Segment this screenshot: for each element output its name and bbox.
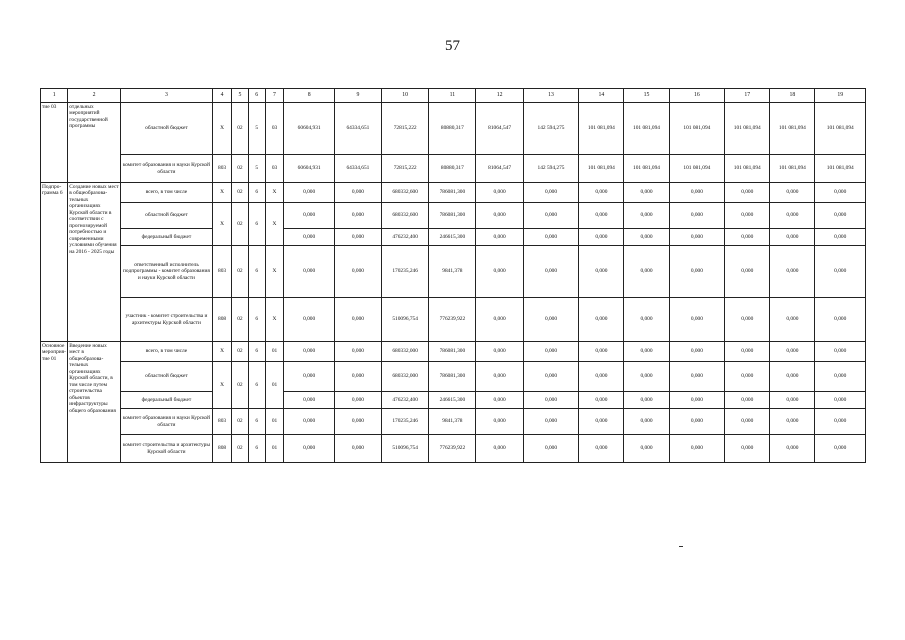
funding-source-cell: всего, в том числе [120, 342, 212, 362]
table-row [41, 435, 866, 463]
column-header: 9 [334, 89, 381, 103]
funding-source-cell: федеральный бюджет [120, 392, 212, 409]
amount-cell: 60604,931 [284, 103, 334, 155]
column-header: 8 [284, 89, 334, 103]
amount-cell: 0,000 [284, 183, 334, 203]
amount-cell: 0,000 [476, 409, 523, 435]
code-cell: 6 [248, 298, 265, 342]
code-cell: 03 [265, 155, 284, 183]
code-cell: 5 [248, 103, 265, 155]
code-cell: 01 [265, 435, 284, 463]
amount-cell: 72815,222 [382, 155, 429, 183]
amount-cell: 776239,922 [429, 298, 476, 342]
amount-cell: 0,000 [523, 298, 579, 342]
amount-cell: 0,000 [815, 409, 866, 435]
amount-cell: 0,000 [476, 229, 523, 246]
amount-cell: 101 081,094 [624, 103, 669, 155]
amount-cell: 0,000 [523, 229, 579, 246]
code-cell: 02 [232, 435, 249, 463]
table-row [41, 362, 866, 392]
amount-cell: 0,000 [770, 362, 815, 392]
code-cell: 803 [213, 246, 232, 298]
code-cell: 803 [213, 155, 232, 183]
funding-source-cell: комитет образования и науки Курской области [120, 409, 212, 435]
amount-cell: 0,000 [669, 246, 725, 298]
code-cell: X [265, 246, 284, 298]
amount-cell: 680332,000 [382, 342, 429, 362]
code-cell: 02 [232, 183, 249, 203]
amount-cell: 0,000 [725, 409, 770, 435]
item-name-cell: Создание новых мест в общеобразова-тельных организациях Курской области в соответствии с прогнозируемой потребностью и современными условиями обучения на 2016 - 2025 годы [68, 183, 120, 342]
funding-source-cell: комитет строительства и архитектуры Курской области [120, 435, 212, 463]
amount-cell: 510096,754 [382, 298, 429, 342]
amount-cell: 0,000 [770, 435, 815, 463]
item-name-cell: отдельных мероприятий государственной программы [68, 103, 120, 183]
funding-source-cell: участник - комитет строительства и архитектуры Курской области [120, 298, 212, 342]
amount-cell: 81064,547 [476, 103, 523, 155]
code-cell: 6 [248, 435, 265, 463]
amount-cell: 0,000 [770, 203, 815, 229]
amount-cell: 246615,300 [429, 229, 476, 246]
code-cell: X [213, 103, 232, 155]
amount-cell: 510096,754 [382, 435, 429, 463]
column-header: 1 [41, 89, 68, 103]
amount-cell: 0,000 [523, 392, 579, 409]
table-row [41, 203, 866, 229]
code-cell: 03 [265, 103, 284, 155]
amount-cell: 0,000 [725, 203, 770, 229]
amount-cell: 101 081,094 [579, 155, 624, 183]
amount-cell: 0,000 [476, 435, 523, 463]
code-cell: 6 [248, 342, 265, 362]
amount-cell: 0,000 [624, 229, 669, 246]
amount-cell: 0,000 [815, 229, 866, 246]
funding-source-cell: всего, в том числе [120, 183, 212, 203]
amount-cell: 786081,300 [429, 183, 476, 203]
code-cell: 6 [248, 246, 265, 298]
code-cell: X [213, 183, 232, 203]
item-code-cell: Основное мероприя-тие 01 [41, 342, 68, 463]
amount-cell: 101 081,094 [579, 103, 624, 155]
amount-cell: 0,000 [669, 362, 725, 392]
amount-cell: 0,000 [476, 392, 523, 409]
amount-cell: 0,000 [523, 246, 579, 298]
amount-cell: 0,000 [579, 298, 624, 342]
funding-source-cell: областной бюджет [120, 103, 212, 155]
funding-source-cell: комитет образования и науки Курской области [120, 155, 212, 183]
table-row [41, 392, 866, 409]
code-cell: 01 [265, 362, 284, 409]
amount-cell: 170235,246 [382, 409, 429, 435]
amount-cell: 0,000 [669, 435, 725, 463]
code-cell: 02 [232, 155, 249, 183]
amount-cell: 0,000 [815, 203, 866, 229]
amount-cell: 0,000 [669, 229, 725, 246]
amount-cell: 101 081,094 [725, 103, 770, 155]
amount-cell: 0,000 [284, 342, 334, 362]
amount-cell: 142 594,275 [523, 155, 579, 183]
amount-cell: 9841,378 [429, 409, 476, 435]
amount-cell: 101 081,094 [624, 155, 669, 183]
amount-cell: 0,000 [815, 298, 866, 342]
column-header: 13 [523, 89, 579, 103]
amount-cell: 0,000 [624, 183, 669, 203]
code-cell: 6 [248, 409, 265, 435]
amount-cell: 680332,600 [382, 203, 429, 229]
table-row [41, 155, 866, 183]
amount-cell: 0,000 [624, 246, 669, 298]
amount-cell: 0,000 [579, 362, 624, 392]
funding-source-cell: федеральный бюджет [120, 229, 212, 246]
code-cell: 02 [232, 342, 249, 362]
amount-cell: 0,000 [579, 392, 624, 409]
column-header: 4 [213, 89, 232, 103]
amount-cell: 101 081,094 [725, 155, 770, 183]
amount-cell: 680332,600 [382, 183, 429, 203]
amount-cell: 0,000 [579, 435, 624, 463]
amount-cell: 0,000 [725, 392, 770, 409]
amount-cell: 0,000 [725, 229, 770, 246]
amount-cell: 0,000 [770, 229, 815, 246]
amount-cell: 80880,317 [429, 155, 476, 183]
code-cell: 02 [232, 409, 249, 435]
amount-cell: 0,000 [579, 229, 624, 246]
amount-cell: 0,000 [334, 183, 381, 203]
code-cell: 01 [265, 409, 284, 435]
amount-cell: 776239,922 [429, 435, 476, 463]
amount-cell: 0,000 [725, 342, 770, 362]
amount-cell: 9841,378 [429, 246, 476, 298]
column-header: 12 [476, 89, 523, 103]
amount-cell: 0,000 [284, 392, 334, 409]
amount-cell: 0,000 [669, 298, 725, 342]
amount-cell: 0,000 [770, 392, 815, 409]
amount-cell: 0,000 [284, 298, 334, 342]
amount-cell: 0,000 [669, 183, 725, 203]
amount-cell: 0,000 [523, 362, 579, 392]
amount-cell: 0,000 [284, 409, 334, 435]
column-header: 11 [429, 89, 476, 103]
amount-cell: 476232,400 [382, 392, 429, 409]
item-code-cell: тие 03 [41, 103, 68, 183]
amount-cell: 0,000 [770, 298, 815, 342]
amount-cell: 64334,651 [334, 155, 381, 183]
header-row [41, 89, 866, 103]
amount-cell: 0,000 [334, 435, 381, 463]
table-row [41, 246, 866, 298]
code-cell: 01 [265, 342, 284, 362]
amount-cell: 0,000 [334, 409, 381, 435]
amount-cell: 0,000 [669, 203, 725, 229]
amount-cell: 0,000 [523, 409, 579, 435]
amount-cell: 0,000 [624, 342, 669, 362]
code-cell: 02 [232, 246, 249, 298]
amount-cell: 0,000 [725, 362, 770, 392]
page-number: 57 [445, 38, 460, 54]
item-code-cell: Подпро-грамма 6 [41, 183, 68, 342]
amount-cell: 0,000 [579, 183, 624, 203]
code-cell: 803 [213, 409, 232, 435]
amount-cell: 0,000 [476, 203, 523, 229]
amount-cell: 0,000 [334, 229, 381, 246]
budget-table [40, 88, 866, 463]
amount-cell: 0,000 [284, 246, 334, 298]
column-header: 3 [120, 89, 212, 103]
amount-cell: 0,000 [334, 246, 381, 298]
amount-cell: 80880,317 [429, 103, 476, 155]
amount-cell: 0,000 [334, 203, 381, 229]
column-header: 15 [624, 89, 669, 103]
amount-cell: 0,000 [476, 246, 523, 298]
code-cell: X [265, 203, 284, 246]
amount-cell: 0,000 [579, 203, 624, 229]
column-header: 2 [68, 89, 120, 103]
column-header: 6 [248, 89, 265, 103]
amount-cell: 0,000 [770, 183, 815, 203]
code-cell: 6 [248, 362, 265, 409]
amount-cell: 72815,222 [382, 103, 429, 155]
amount-cell: 786081,300 [429, 362, 476, 392]
amount-cell: 0,000 [334, 342, 381, 362]
amount-cell: 101 081,094 [669, 155, 725, 183]
amount-cell: 0,000 [476, 342, 523, 362]
amount-cell: 0,000 [284, 362, 334, 392]
amount-cell: 0,000 [523, 183, 579, 203]
code-cell: X [213, 203, 232, 246]
code-cell: X [265, 298, 284, 342]
amount-cell: 0,000 [815, 246, 866, 298]
column-header: 14 [579, 89, 624, 103]
code-cell: 02 [232, 203, 249, 246]
code-cell: X [213, 362, 232, 409]
table-row [41, 342, 866, 362]
amount-cell: 0,000 [624, 392, 669, 409]
amount-cell: 60604,931 [284, 155, 334, 183]
amount-cell: 170235,246 [382, 246, 429, 298]
amount-cell: 101 081,094 [815, 155, 866, 183]
table-row [41, 409, 866, 435]
code-cell: 5 [248, 155, 265, 183]
amount-cell: 0,000 [334, 392, 381, 409]
amount-cell: 0,000 [284, 203, 334, 229]
amount-cell: 0,000 [770, 342, 815, 362]
amount-cell: 0,000 [284, 435, 334, 463]
table-row [41, 298, 866, 342]
amount-cell: 0,000 [669, 342, 725, 362]
amount-cell: 0,000 [523, 435, 579, 463]
amount-cell: 0,000 [770, 246, 815, 298]
amount-cell: 0,000 [476, 362, 523, 392]
code-cell: X [213, 342, 232, 362]
amount-cell: 246615,300 [429, 392, 476, 409]
table-row [41, 103, 866, 155]
amount-cell: 0,000 [579, 342, 624, 362]
column-header: 5 [232, 89, 249, 103]
column-header: 7 [265, 89, 284, 103]
amount-cell: 0,000 [334, 298, 381, 342]
amount-cell: 0,000 [579, 409, 624, 435]
amount-cell: 786081,300 [429, 203, 476, 229]
amount-cell: 0,000 [624, 298, 669, 342]
amount-cell: 0,000 [815, 392, 866, 409]
column-header: 18 [770, 89, 815, 103]
amount-cell: 101 081,094 [669, 103, 725, 155]
amount-cell: 101 081,094 [770, 155, 815, 183]
amount-cell: 101 081,094 [770, 103, 815, 155]
code-cell: X [265, 183, 284, 203]
amount-cell: 81064,547 [476, 155, 523, 183]
table-row [41, 183, 866, 203]
amount-cell: 0,000 [669, 392, 725, 409]
code-cell: 02 [232, 362, 249, 409]
column-header: 19 [815, 89, 866, 103]
amount-cell: 0,000 [523, 203, 579, 229]
funding-source-cell: областной бюджет [120, 203, 212, 229]
amount-cell: 0,000 [815, 183, 866, 203]
amount-cell: 786081,300 [429, 342, 476, 362]
amount-cell: 0,000 [334, 362, 381, 392]
item-name-cell: Введение новых мест в общеобразова-тельных организациях Курской области, в том числе путем строительства объектов инфраструктуры общего образования [68, 342, 120, 463]
amount-cell: 142 594,275 [523, 103, 579, 155]
amount-cell: 0,000 [624, 203, 669, 229]
amount-cell: 0,000 [624, 409, 669, 435]
code-cell: 808 [213, 435, 232, 463]
amount-cell: 680332,000 [382, 362, 429, 392]
amount-cell: 0,000 [476, 183, 523, 203]
funding-source-cell: ответственный исполнитель подпрограммы - комитет образования и науки Курской области [120, 246, 212, 298]
amount-cell: 0,000 [725, 298, 770, 342]
amount-cell: 0,000 [624, 362, 669, 392]
table-row [41, 229, 866, 246]
amount-cell: 0,000 [523, 342, 579, 362]
column-header: 10 [382, 89, 429, 103]
code-cell: 6 [248, 203, 265, 246]
code-cell: 6 [248, 183, 265, 203]
stray-mark [679, 546, 683, 547]
amount-cell: 101 081,094 [815, 103, 866, 155]
column-header: 16 [669, 89, 725, 103]
amount-cell: 0,000 [770, 409, 815, 435]
amount-cell: 0,000 [725, 435, 770, 463]
amount-cell: 0,000 [815, 362, 866, 392]
code-cell: 02 [232, 103, 249, 155]
amount-cell: 64334,651 [334, 103, 381, 155]
amount-cell: 0,000 [476, 298, 523, 342]
amount-cell: 0,000 [725, 183, 770, 203]
amount-cell: 0,000 [624, 435, 669, 463]
funding-source-cell: областной бюджет [120, 362, 212, 392]
code-cell: 02 [232, 298, 249, 342]
amount-cell: 0,000 [815, 342, 866, 362]
amount-cell: 476232,400 [382, 229, 429, 246]
amount-cell: 0,000 [284, 229, 334, 246]
amount-cell: 0,000 [815, 435, 866, 463]
amount-cell: 0,000 [669, 409, 725, 435]
code-cell: 808 [213, 298, 232, 342]
amount-cell: 0,000 [579, 246, 624, 298]
amount-cell: 0,000 [725, 246, 770, 298]
column-header: 17 [725, 89, 770, 103]
